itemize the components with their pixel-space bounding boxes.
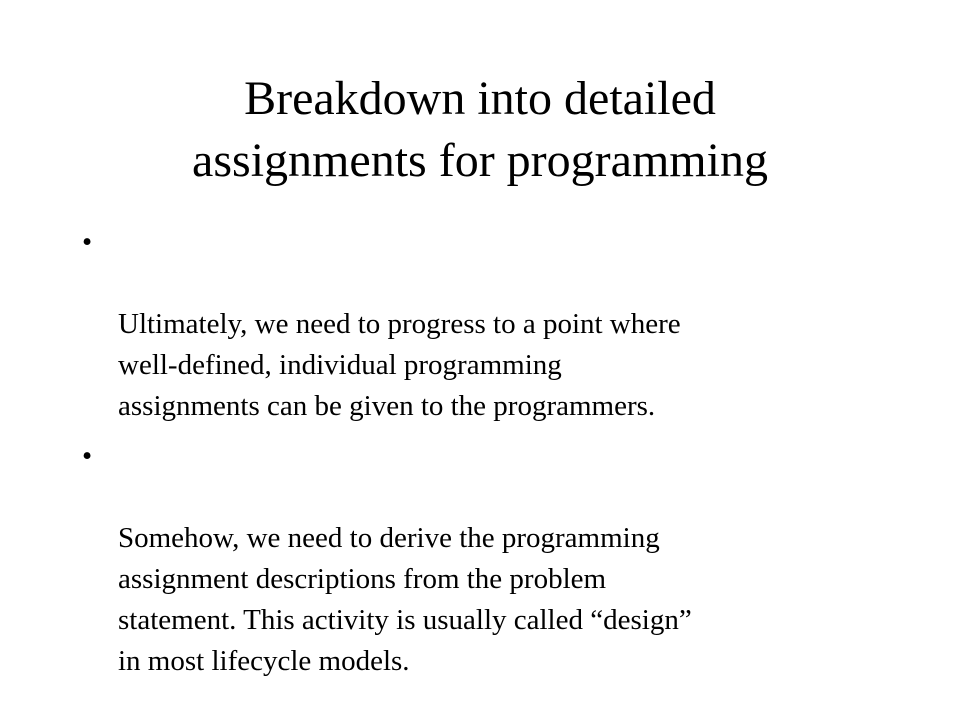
bullet-list (82, 222, 882, 691)
bullet-text: Somehow, we need to derive the programming assignment descriptions from the problem statement. This activity is usually called “design” in most lifecycle models. (118, 522, 692, 677)
bullet-item (82, 436, 882, 682)
bullet-marker-icon: • (82, 226, 93, 258)
bullet-marker-icon: • (82, 440, 93, 472)
bullet-text: Ultimately, we need to progress to a point where well-defined, individual programming assignments can be given to the programmers. (118, 308, 681, 422)
slide-title: Breakdown into detailed assignments for programming (192, 72, 768, 187)
bullet-item (82, 222, 882, 427)
